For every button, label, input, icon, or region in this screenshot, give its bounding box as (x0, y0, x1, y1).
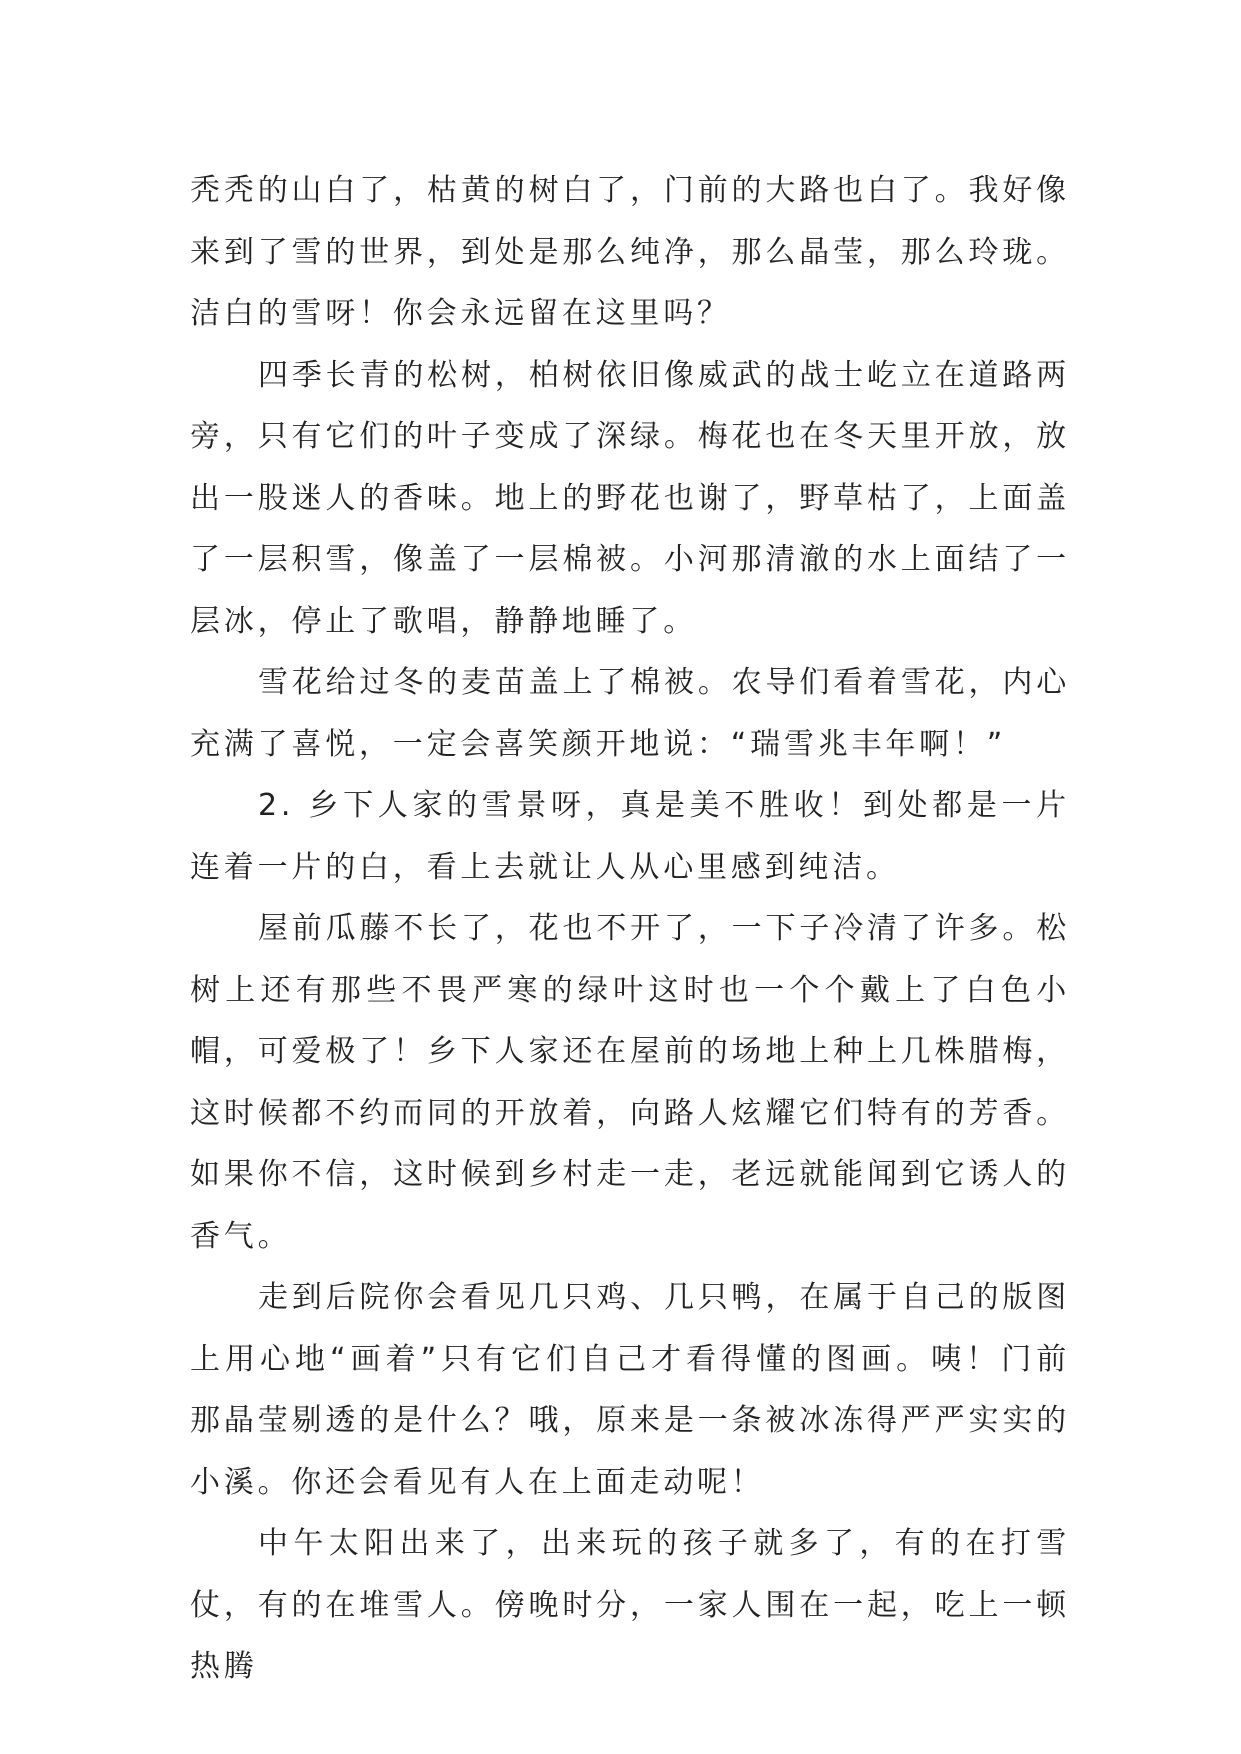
paragraph-3: 雪花给过冬的麦苗盖上了棉被。农导们看着雪花，内心充满了喜悦，一定会喜笑颜开地说：“瑞雪兆丰年啊！” (190, 665, 1070, 762)
paragraph-6: 走到后院你会看见几只鸡、几只鸭，在属于自己的版图上用心地“画着”只有它们自己才看得懂的图画。咦！门前那晶莹剔透的是什么？哦，原来是一条被冰冻得严严实实的小溪。你还会看见有人在上面走动呢！ (190, 1280, 1070, 1500)
body-text (190, 160, 1070, 1698)
paragraph-4: 2. 乡下人家的雪景呀，真是美不胜收！到处都是一片连着一片的白，看上去就让人从心里感到纯洁。 (190, 788, 1070, 885)
paragraph-2: 四季长青的松树，柏树依旧像威武的战士屹立在道路两旁，只有它们的叶子变成了深绿。梅花也在冬天里开放，放出一股迷人的香味。地上的野花也谢了，野草枯了，上面盖了一层积雪，像盖了一层棉被。小河那清澈的水上面结了一层冰，停止了歌唱，静静地睡了。 (190, 357, 1070, 639)
paragraph-7: 中午太阳出来了，出来玩的孩子就多了，有的在打雪仗，有的在堆雪人。傍晚时分，一家人围在一起，吃上一顿热腾 (190, 1526, 1070, 1684)
paragraph-1: 秃秃的山白了，枯黄的树白了，门前的大路也白了。我好像来到了雪的世界，到处是那么纯净，那么晶莹，那么玲珑。洁白的雪呀！你会永远留在这里吗？ (190, 173, 1070, 331)
paragraph-5: 屋前瓜藤不长了，花也不开了，一下子冷清了许多。松树上还有那些不畏严寒的绿叶这时也一个个戴上了白色小帽，可爱极了！乡下人家还在屋前的场地上种上几株腊梅，这时候都不约而同的开放着，向路人炫耀它们特有的芳香。如果你不信，这时候到乡村走一走，老远就能闻到它诱人的香气。 (190, 911, 1070, 1254)
